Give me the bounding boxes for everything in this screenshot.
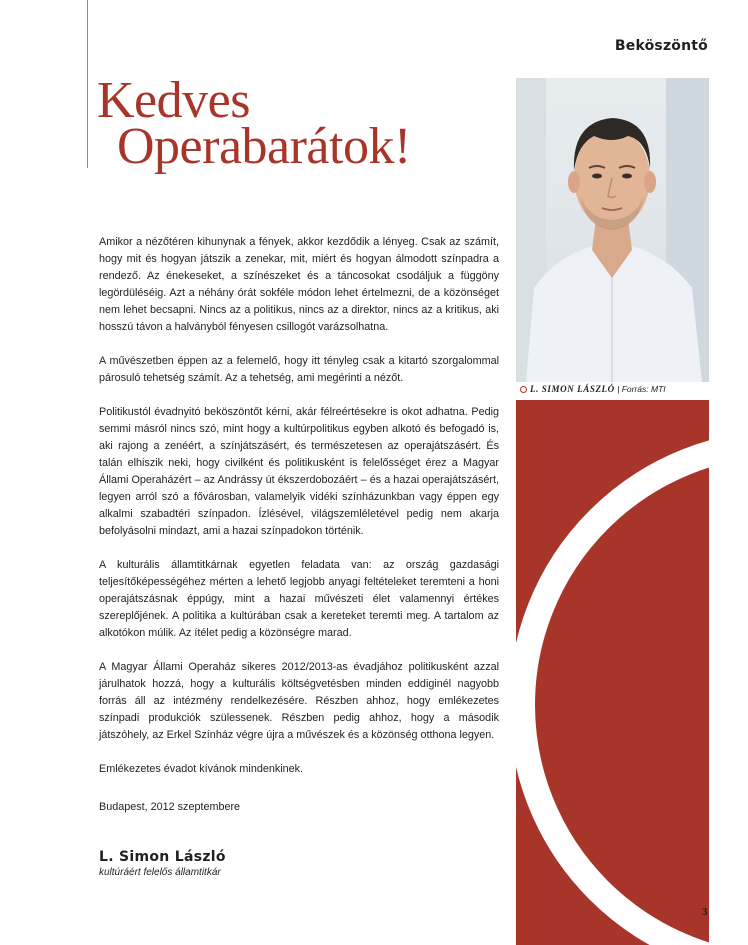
section-label: Beköszöntő xyxy=(614,38,708,54)
signature-name: L. Simon László xyxy=(99,849,226,865)
right-ear xyxy=(644,171,656,193)
decorative-red-panel xyxy=(516,400,709,945)
caption-separator: | xyxy=(614,384,622,394)
paragraph: A művészetben éppen az a felemelő, hogy itt tényleg csak a kitartó szorgalommal párosuló tehetség számít. Az a tehetség, ami megérinti a nézőt. xyxy=(99,355,499,384)
red-panel-fill xyxy=(516,400,709,945)
caption-bullet-icon xyxy=(520,386,527,393)
title-line-1: Kedves xyxy=(97,72,250,129)
place-date: Budapest, 2012 szeptembere xyxy=(99,801,241,813)
right-eye xyxy=(622,174,632,179)
paragraph: A Magyar Állami Operaház sikeres 2012/2013-as évadjához politikusként azzal járulhatok hozzá, hogy a kulturális költségvetésben minden eddiginél nagyobb forrás áll az intézmény rendelkezésére. Részben ahhoz, hogy emlékezetes színpadi produkciók szülessenek. Részben pedig ahhoz, hogy a második játszóhely, az Erkel Színház végre újra a művészek és a közönség otthona legyen. xyxy=(99,661,499,741)
paragraph: A kulturális államtitkárnak egyetlen feladata van: az ország gazdasági teljesítőképességéhez mérten a lehető legjobb anyagi feltételeket teremteni a honi operajátszásnak éppúgy, mint a hazai művészeti élet valamennyi értékes szereplőjének. A politika a kultúrában csak a kereteket teremti meg. A tartalom az alkotókon múlik. Az ítélet pedig a közönségre marad. xyxy=(99,559,499,639)
page-title xyxy=(97,72,411,175)
paragraph: Politikustól évadnyitó beköszöntőt kérni, akár félreértésekre is okot adhatna. Pedig semmi másról nincs szó, mint hogy a kultúrpolitikus egyben alkotó és befogadó is, aki rajong a zenéért, a színjátszásért, és természetesen az operajátszásért. És talán elhiszik neki, hogy civilként és politikusként is felelősséget érez a Magyar Állami Operaházért – az Andrássy út ékszerdobozáért – és a hazai operajátszásért, legyen arról szó a fővárosban, valamelyik vidéki színházunkban vagy éppen egy alkalmi szabadtéri színpadon. Ízlésével, világszemléletével pedig nem akarja befolyásolni mindazt, ami a hazai színpadokon történik. xyxy=(99,406,499,537)
left-ear xyxy=(568,171,580,193)
left-eye xyxy=(592,174,602,179)
vertical-rule xyxy=(87,0,88,168)
portrait-illustration xyxy=(516,78,709,382)
title-line-2: Operabarátok! xyxy=(117,118,411,175)
signature-role: kultúráért felelős államtitkár xyxy=(99,867,221,878)
caption-source: Forrás: MTI xyxy=(621,384,666,394)
letter-body xyxy=(99,234,499,795)
caption-name: L. SIMON LÁSZLÓ xyxy=(530,384,615,394)
page-number: 3 xyxy=(702,906,708,918)
photo-caption xyxy=(520,384,666,394)
decorative-ring-graphic xyxy=(516,400,709,945)
portrait-photo xyxy=(516,78,709,382)
paragraph: Emlékezetes évadot kívánok mindenkinek. xyxy=(99,763,304,775)
paragraph: Amikor a nézőtéren kihunynak a fények, akkor kezdődik a lényeg. Csak az számít, hogy mit és hogyan játszik a zenekar, mit, miért és hogyan álmodott színpadra a rendező. Az énekeseket, a színészeket és a táncosokat csodáljuk a függöny legördüléséig. Azt a néhány órát sokféle módon lehet értelmezni, de a közönséget nem lehet becsapni. Nincs az a politikus, nincs az a direktor, nincs az a kritikus, aki hosszú távon a halványból fényesen csillogót varázsolhatna. xyxy=(99,236,499,333)
